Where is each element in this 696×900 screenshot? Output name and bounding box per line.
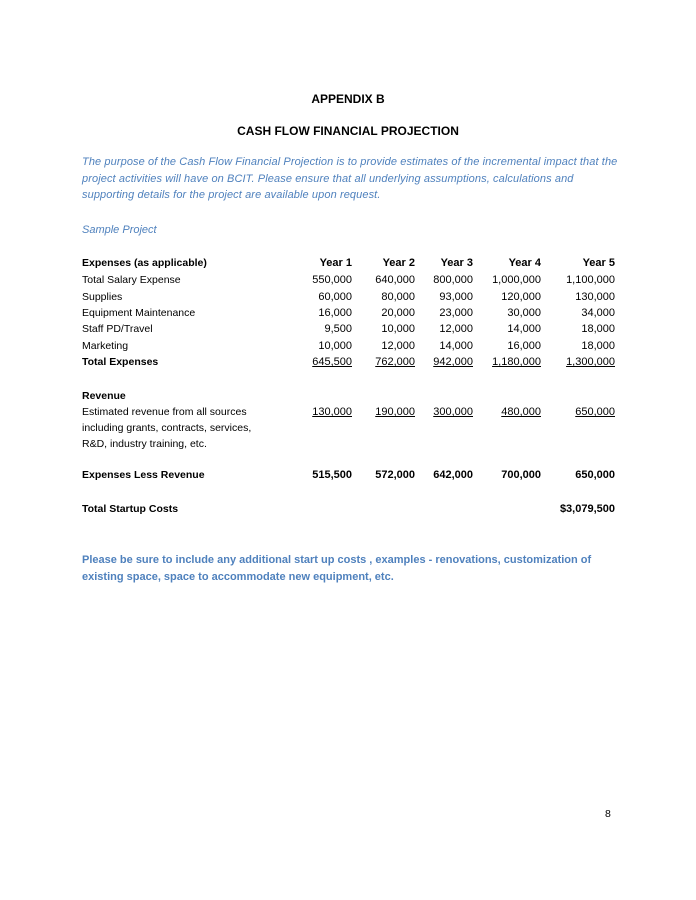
cell-value: 18,000 (581, 340, 615, 352)
year-header: Year 2 (382, 257, 415, 269)
total-startup-value: $3,079,500 (559, 503, 615, 515)
revenue-value: 130,000 (312, 406, 352, 418)
cell-value: 23,000 (439, 307, 473, 319)
cell-value: 640,000 (375, 274, 415, 286)
cell-value: 93,000 (439, 291, 473, 303)
row-label: Staff PD/Travel (82, 323, 153, 335)
year-header: Year 1 (319, 257, 352, 269)
sample-project-label: Sample Project (82, 224, 157, 236)
total-value: 762,000 (375, 356, 415, 368)
cell-value: 14,000 (507, 323, 541, 335)
revenue-value: 480,000 (501, 406, 541, 418)
net-value: 642,000 (433, 469, 473, 481)
row-label: R&D, industry training, etc. (82, 438, 207, 450)
cell-value: 800,000 (433, 274, 473, 286)
revenue-value: 300,000 (433, 406, 473, 418)
cell-value: 60,000 (318, 291, 352, 303)
total-value: 645,500 (312, 356, 352, 368)
appendix-label: APPENDIX B (311, 92, 385, 106)
total-value: 1,180,000 (492, 356, 541, 368)
page-number: 8 (605, 808, 611, 820)
year-header: Year 5 (582, 257, 615, 269)
row-label: Estimated revenue from all sources (82, 406, 247, 418)
cell-value: 16,000 (318, 307, 352, 319)
total-value: 1,300,000 (566, 356, 615, 368)
cell-value: 80,000 (381, 291, 415, 303)
startup-costs-note: Please be sure to include any additional start up costs , examples - renovations, customization of existing space, space to accommodate new equipment, etc. (82, 554, 592, 583)
cell-value: 550,000 (312, 274, 352, 286)
cell-value: 9,500 (324, 323, 352, 335)
cell-value: 120,000 (501, 291, 541, 303)
revenue-value: 190,000 (375, 406, 415, 418)
row-label: Marketing (82, 340, 129, 352)
row-label: Supplies (82, 291, 123, 303)
cell-value: 20,000 (381, 307, 415, 319)
cell-value: 34,000 (581, 307, 615, 319)
intro-paragraph: The purpose of the Cash Flow Financial Projection is to provide estimates of the incremental impact that the project activities will have on BCIT. Please ensure that all underlying assumptions, calculations and supporting details for the project are available upon request. (82, 156, 618, 201)
net-value: 700,000 (501, 469, 541, 481)
row-label: Equipment Maintenance (82, 307, 196, 319)
row-label: including grants, contracts, services, (82, 422, 252, 434)
cell-value: 130,000 (575, 291, 615, 303)
cell-value: 14,000 (439, 340, 473, 352)
cell-value: 12,000 (381, 340, 415, 352)
net-value: 650,000 (575, 469, 615, 481)
cell-value: 18,000 (581, 323, 615, 335)
revenue-value: 650,000 (575, 406, 615, 418)
revenue-header: Revenue (82, 390, 126, 402)
row-label: Total Salary Expense (82, 274, 181, 286)
cell-value: 10,000 (381, 323, 415, 335)
year-header: Year 4 (508, 257, 541, 269)
cell-value: 30,000 (507, 307, 541, 319)
year-header: Year 3 (440, 257, 473, 269)
cell-value: 16,000 (507, 340, 541, 352)
cell-value: 1,100,000 (566, 274, 615, 286)
cell-value: 10,000 (318, 340, 352, 352)
expenses-header: Expenses (as applicable) (82, 257, 207, 269)
cell-value: 12,000 (439, 323, 473, 335)
cell-value: 1,000,000 (492, 274, 541, 286)
row-label: Expenses Less Revenue (82, 469, 205, 481)
net-value: 572,000 (375, 469, 415, 481)
net-value: 515,500 (312, 469, 352, 481)
row-label: Total Startup Costs (82, 503, 179, 515)
total-value: 942,000 (433, 356, 473, 368)
row-label: Total Expenses (82, 356, 159, 368)
page-title: CASH FLOW FINANCIAL PROJECTION (237, 124, 459, 138)
